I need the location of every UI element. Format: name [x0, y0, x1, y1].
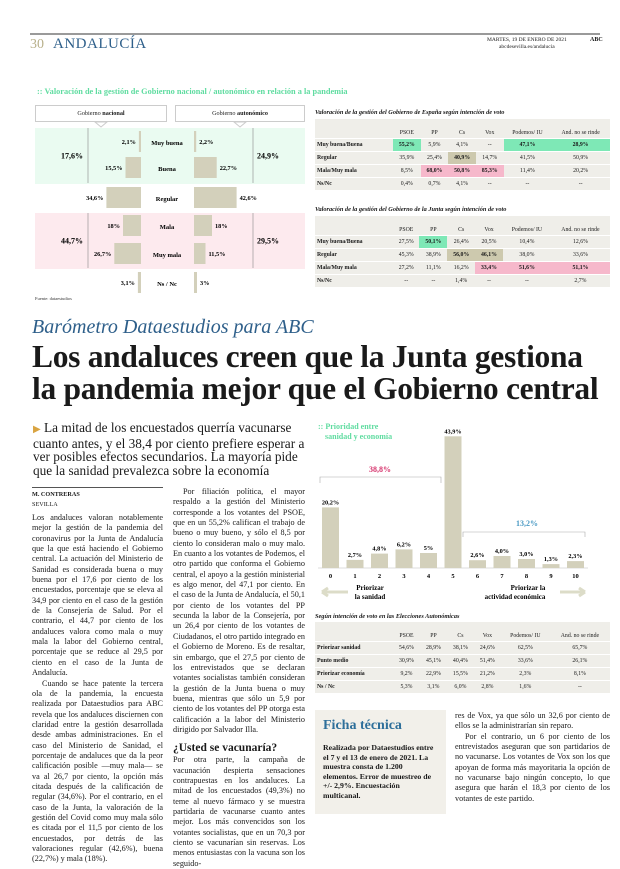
table-cell: 12,6%	[551, 236, 610, 248]
table-cell: 1,4%	[447, 275, 475, 287]
bar-nacional	[138, 272, 141, 293]
table-cell: 14,7%	[476, 152, 504, 164]
table-cell: 9,2%	[393, 668, 420, 680]
table-cell: 28,9%	[420, 642, 447, 654]
x-tick-label: 1	[353, 573, 357, 580]
triangle-bullet-icon: ▶	[33, 424, 41, 435]
table-cell: 24,6%	[474, 642, 501, 654]
table-cell: 1,6%	[501, 681, 550, 693]
bar-value-label: 4,0%	[494, 548, 510, 555]
row-label: Mala/Muy mala	[315, 165, 393, 177]
table-cell: 30,9%	[393, 655, 420, 667]
x-tick-label: 5	[451, 573, 455, 580]
table-cell: 26,1%	[550, 655, 610, 667]
table-cell: 40,4%	[447, 655, 474, 667]
table-cell: --	[551, 178, 610, 190]
arrow-left-icon	[322, 588, 348, 596]
column-header: PSOE	[393, 119, 421, 138]
header-autonomico-plain: Gobierno	[212, 110, 237, 117]
table-cell: 11,1%	[419, 262, 447, 274]
table-cell: 35,9%	[393, 152, 421, 164]
byline-divider	[32, 487, 163, 488]
table-row	[315, 249, 610, 261]
x-tick-label: 6	[475, 573, 480, 580]
lead	[33, 421, 308, 477]
table-cell: 62,5%	[501, 642, 550, 654]
table-cell: 5,9%	[421, 139, 449, 151]
bar-autonomico	[194, 272, 197, 293]
table-cell: 56,0%	[447, 249, 475, 261]
column-header: Cs	[447, 622, 474, 641]
column-3	[455, 711, 610, 804]
paragraph: Por otra parte, la campaña de vacunación despierta sensaciones contrapuestas en los andaluces. La mitad de los encuestados (49,3%) no teme al nuevo fármaco y se muestra partidaria de vacunarse cuanto antes mejor. Los más convencidos son los votantes socialistas, que en un 70,3 por ciento se vacunarían sin reservas. Los menos entusiastas con la vacuna son los seguido-	[173, 755, 305, 868]
bar	[322, 507, 339, 568]
priority-title-line-1: :: Prioridad entre	[318, 422, 379, 431]
bar	[469, 560, 486, 568]
column-header: PP	[420, 622, 447, 641]
table-header-row	[315, 119, 610, 138]
bar	[445, 436, 462, 568]
bar-autonomico	[194, 157, 217, 178]
table-cell: 8,5%	[393, 165, 421, 177]
table-cell: 85,3%	[476, 165, 504, 177]
headline-line-1: Los andaluces creen que la Junta gestiona	[32, 339, 583, 374]
column-header: Vox	[476, 119, 504, 138]
column-header: Podemos/ IU	[503, 216, 551, 235]
table-row	[315, 681, 610, 693]
table-cell: 5,3%	[393, 681, 420, 693]
table-cell: 16,2%	[447, 262, 475, 274]
table-cell: --	[550, 681, 610, 693]
column-2	[173, 487, 305, 869]
column-header	[315, 119, 393, 138]
table-cell: 47,1%	[504, 139, 552, 151]
pointer-nacional	[95, 122, 107, 127]
table-cell: 33,6%	[501, 655, 550, 667]
table-junta-title: Valoración de la gestión del Gobierno de la Junta según intención de voto	[315, 206, 507, 213]
axis-label-economia: Priorizar la	[510, 584, 546, 592]
bar-autonomico	[194, 131, 196, 152]
author: M. CONTRERAS	[32, 491, 80, 498]
bar	[518, 559, 535, 568]
table-cell: 27,5%	[393, 236, 419, 248]
table-cell: 4,1%	[448, 139, 476, 151]
table-cell: 20,5%	[475, 236, 503, 248]
value-label-nacional: 34,6%	[86, 195, 104, 202]
column-1	[32, 513, 163, 865]
bar	[347, 560, 364, 568]
table-cell: 21,2%	[474, 668, 501, 680]
table-row	[315, 655, 610, 667]
column-header: And. no se rinde	[551, 119, 610, 138]
table-cell: 11,4%	[504, 165, 552, 177]
row-label: Regular	[315, 249, 393, 261]
bar-value-label: 5%	[423, 545, 434, 552]
bar-value-label: 4,8%	[372, 545, 387, 553]
table-cell: 10,4%	[503, 236, 551, 248]
x-tick-label: 2	[377, 573, 382, 580]
ficha-tecnica-box	[315, 710, 446, 814]
subheading: ¿Usted se vacunaría?	[173, 742, 278, 755]
x-tick-label: 7	[500, 573, 504, 580]
value-label-nacional: 3,1%	[120, 280, 135, 287]
table-cell: 22,9%	[420, 668, 447, 680]
row-label: Mala/Muy mala	[315, 262, 393, 274]
paragraph: Por filiación política, el mayor respaldo a la gestión del Ministerio corresponde a los votantes del PSOE, que en un 55,2% califican el trabajo de bueno o muy bueno, y sólo el 8,5 por ciento lo consideran malo o muy malo. En cuanto a los votantes de Podemos, el otro partido que conforma el Gobierno central, el apoyo a la gestión ministerial es algo menor, del 47,1 por ciento. En el caso de la Junta de Andalucía, el 50,1 por ciento de los votantes del PP secunda la labor de la Consejería, por un 26,4 por ciento de los votantes de Ciudadanos, el otro partido integrado en el Gobierno de Moreno. Es de resaltar, sin embargo, que el 27,5 por ciento de los entrevistados que se declaran votantes socialistas también consideran la gestión de la Junta buena o muy buena, mientras que sólo un 5,9 por ciento de los votantes del PP otorga esta calificación a la labor del Ministerio dirigido por Salvador Illa.	[173, 487, 305, 734]
table-row	[315, 275, 610, 287]
table-row	[315, 165, 610, 177]
row-label: Priorizar sanidad	[315, 642, 393, 654]
row-label: Ns/Nc	[315, 178, 393, 190]
table-header-row	[315, 622, 610, 641]
value-label-autonomico: 2,2%	[199, 139, 214, 146]
table-cell: 51,6%	[503, 262, 551, 274]
gestion-chart	[0, 0, 320, 300]
bar	[494, 556, 511, 568]
paragraph: Por el contrario, un 6 por ciento de los entrevistados aseguran que son partidarios de no vacunarse. Los votantes de Vox son los que apoyan de forma más mayoritaria la opción de no vacunarse bajo ningún concepto, lo que asegura que harán el 18,3 por ciento de los votantes de este partido.	[455, 731, 610, 803]
table-cell: --	[476, 178, 504, 190]
category-label: Mala	[159, 224, 175, 231]
column-header: Cs	[448, 119, 476, 138]
bar-value-label: 20,2%	[321, 499, 340, 507]
table-cell: 65,7%	[550, 642, 610, 654]
website-link[interactable]: abcdesevilla.es/andalucia	[498, 44, 555, 50]
gestion-chart-title: :: Valoración de la gestión de Gobierno nacional / autonómico en relación a la pandemia	[37, 87, 348, 96]
table-cell: 28,9%	[551, 139, 610, 151]
table-cell: 50,9%	[551, 152, 610, 164]
table-cell: 46,1%	[475, 249, 503, 261]
bar-autonomico	[194, 187, 237, 208]
table-cell: 54,6%	[393, 642, 420, 654]
table-autonomicas	[315, 621, 610, 694]
priority-chart	[310, 415, 620, 610]
value-label-autonomico: 18%	[215, 223, 228, 230]
category-label: Muy buena	[151, 140, 183, 147]
total-autonomico: 24,9%	[257, 151, 279, 161]
data-table	[315, 215, 610, 288]
bar-autonomico	[194, 243, 206, 264]
table-cell: 20,2%	[551, 165, 610, 177]
lead-text: La mitad de los encuestados querría vacunarse cuanto antes, y el 38,4 por ciento prefiere esperar a ver posibles efectos secundarios. La mayoría pide que la sanidad prevalezca sobre la economía	[33, 420, 305, 478]
table-cell: 40,9%	[448, 152, 476, 164]
axis-label-sanidad: la sanidad	[354, 593, 386, 601]
table-autonomicas-title: Según intención de voto en las Elecciones Autonómicas	[315, 613, 460, 620]
column-header: Podemos/ IU	[504, 119, 552, 138]
bar-value-label: 2,6%	[470, 552, 485, 560]
table-row	[315, 642, 610, 654]
table-cell: 27,2%	[393, 262, 419, 274]
paragraph: Los andaluces valoran notablemente mejor la gestión de la pandemia del coronavirus por la Junta de Andalucía que la que está haciendo el Gobierno central. La actuación del Ministerio de Sanidad es considerada buena o muy buena por el 17,6 por ciento de los encuestados, porcentaje que se eleva al 34,9 por ciento en el caso de la gestión de la Consejería de Salud. Por el contrario, el 44,7 por ciento de los andaluces valora como mala o muy mala la labor del Gobierno central, porcentaje que se reduce al 29,5 por ciento en el caso de la Junta de Andalucía.	[32, 513, 163, 678]
bracket-sanidad	[320, 477, 441, 483]
column-header	[315, 216, 393, 235]
table-cell: 0,4%	[393, 178, 421, 190]
table-cell: 55,2%	[393, 139, 421, 151]
column-header: And. no se rinde	[551, 216, 610, 235]
date: MARTES, 19 DE ENERO DE 2021	[487, 37, 567, 43]
table-cell: 6,0%	[447, 681, 474, 693]
table-cell: 33,4%	[475, 262, 503, 274]
table-cell: 33,6%	[551, 249, 610, 261]
table-row	[315, 236, 610, 248]
table-cell: --	[393, 275, 419, 287]
table-header-row	[315, 216, 610, 235]
bar-value-label: 3,0%	[519, 551, 534, 558]
bar-value-label: 6,2%	[396, 541, 412, 549]
bar-nacional	[126, 157, 142, 178]
total-economia: 13,2%	[516, 519, 538, 528]
table-cell: 51,4%	[474, 655, 501, 667]
table-cell: 15,5%	[447, 668, 474, 680]
column-header: And. no se rinde	[550, 622, 610, 641]
value-label-autonomico: 3%	[200, 280, 210, 287]
table-cell: 2,7%	[551, 275, 610, 287]
table-row	[315, 178, 610, 190]
bar	[396, 549, 413, 568]
table-cell: 50,1%	[419, 236, 447, 248]
x-tick-label: 0	[328, 573, 333, 580]
kicker: Barómetro Dataestudios para ABC	[32, 316, 314, 338]
table-cell: 26,4%	[447, 236, 475, 248]
row-label: Ns / Nc	[315, 681, 393, 693]
column-header: PSOE	[393, 622, 420, 641]
row-label: Punto medio	[315, 655, 393, 667]
bar-value-label: 2,3%	[568, 553, 583, 561]
row-label: Priorizar economía	[315, 668, 393, 680]
column-header: PP	[421, 119, 449, 138]
bar-value-label: 1,3%	[543, 556, 559, 564]
x-tick-label: 9	[549, 573, 553, 580]
total-autonomico: 29,5%	[257, 236, 279, 246]
data-table	[315, 118, 610, 191]
table-junta	[315, 215, 610, 288]
table-cell: 2,3%	[501, 668, 550, 680]
table-cell: 0,7%	[421, 178, 449, 190]
brand-logo: ABC	[590, 37, 603, 43]
table-cell: 68,0%	[421, 165, 449, 177]
bar-value-label: 2,7%	[347, 551, 363, 559]
ficha-title: Ficha técnica	[323, 718, 402, 733]
data-table	[315, 621, 610, 694]
column-header: Podemos/ IU	[501, 622, 550, 641]
paragraph: res de Vox, ya que sólo un 32,6 por ciento de ellos se la administrarían sin reparo.	[455, 711, 610, 731]
value-label-autonomico: 42,6%	[239, 195, 257, 202]
table-row	[315, 262, 610, 274]
header-nacional-bold: nacional	[102, 110, 125, 117]
table-cell: 45,3%	[393, 249, 419, 261]
table-cell: 8,1%	[550, 668, 610, 680]
column-header: Vox	[475, 216, 503, 235]
value-label-nacional: 2,1%	[121, 139, 136, 146]
column-header: PSOE	[393, 216, 419, 235]
axis-label-economia: actividad económica	[484, 593, 546, 601]
chart-source: Fuente: dataestudios	[35, 296, 72, 301]
value-label-autonomico: 11,5%	[208, 251, 226, 258]
category-label: Regular	[155, 196, 179, 203]
row-label: Regular	[315, 152, 393, 164]
column-header: PP	[419, 216, 447, 235]
table-row	[315, 668, 610, 680]
table-cell: --	[475, 275, 503, 287]
category-label: Buena	[158, 166, 176, 173]
dateline-city: SEVILLA	[32, 501, 58, 508]
section-title: ANDALUCÍA	[53, 36, 147, 52]
bar-nacional	[123, 215, 141, 236]
table-espana	[315, 118, 610, 191]
bar-nacional	[114, 243, 141, 264]
arrow-right-icon	[560, 588, 585, 596]
table-cell: 41,5%	[504, 152, 552, 164]
total-nacional: 44,7%	[61, 236, 83, 246]
category-label: Ns / Nc	[157, 281, 177, 288]
table-cell: 38,0%	[503, 249, 551, 261]
column-header: Cs	[447, 216, 475, 235]
row-label: Muy buena/Buena	[315, 236, 393, 248]
x-tick-label: 3	[402, 573, 406, 580]
table-cell: --	[503, 275, 551, 287]
value-label-autonomico: 22,7%	[219, 165, 238, 172]
axis-label-sanidad: Priorizar	[356, 584, 384, 592]
bar-value-label: 43,9%	[444, 428, 462, 436]
category-label: Muy mala	[152, 252, 182, 259]
column-header: Vox	[474, 622, 501, 641]
table-cell: 38,9%	[419, 249, 447, 261]
table-row	[315, 152, 610, 164]
value-label-nacional: 18%	[107, 223, 120, 230]
dateline	[487, 37, 567, 51]
bar	[543, 564, 560, 568]
bar-nacional	[106, 187, 141, 208]
table-espana-title: Valoración de la gestión del Gobierno de España según intención de voto	[315, 109, 505, 116]
pointer-autonomico	[234, 122, 246, 127]
table-cell: --	[476, 139, 504, 151]
x-tick-label: 8	[524, 573, 529, 580]
bar	[420, 553, 437, 568]
value-label-nacional: 15,5%	[105, 165, 123, 172]
page-number: 30	[30, 37, 44, 52]
x-tick-label: 4	[426, 573, 431, 580]
headline	[32, 341, 598, 405]
bar	[567, 561, 584, 568]
priority-title-line-2: sanidad y economía	[325, 432, 393, 441]
row-label: Ns/Nc	[315, 275, 393, 287]
table-cell: 2,8%	[474, 681, 501, 693]
table-cell: 3,1%	[420, 681, 447, 693]
bar	[371, 554, 388, 568]
table-cell: --	[419, 275, 447, 287]
headline-line-2: la pandemia mejor que el Gobierno central	[32, 371, 599, 406]
row-label: Muy buena/Buena	[315, 139, 393, 151]
bracket-economia	[463, 532, 585, 537]
table-cell: 4,1%	[448, 178, 476, 190]
table-row	[315, 139, 610, 151]
header-autonomico-bold: autonómico	[236, 110, 268, 117]
table-cell: 51,1%	[551, 262, 610, 274]
table-cell: --	[504, 178, 552, 190]
bar-autonomico	[194, 215, 212, 236]
total-sanidad: 38,8%	[369, 465, 391, 474]
table-cell: 25,4%	[421, 152, 449, 164]
ficha-text: Realizada por Dataestudios entre el 7 y el 13 de enero de 2021. La muestra consta de 1.200 elementos. Error de muestreo de +/- 2,9%. Encuestación multicanal.	[323, 743, 434, 800]
table-cell: 50,8%	[448, 165, 476, 177]
header-nacional-plain: Gobierno	[77, 110, 103, 117]
value-label-nacional: 26,7%	[93, 251, 112, 258]
x-tick-label: 10	[572, 573, 579, 580]
table-cell: 38,1%	[447, 642, 474, 654]
table-cell: 45,1%	[420, 655, 447, 667]
column-header	[315, 622, 393, 641]
total-nacional: 17,6%	[61, 151, 83, 161]
bar-nacional	[139, 131, 141, 152]
paragraph: Cuando se hace patente la tercera ola de la pandemia, la encuesta realizada por Dataestudios para ABC revela que los andaluces disciernen con claridad entre la gestión desarrollada desde ambas administraciones. En el caso del Ministerio de Sanidad, el porcentaje de andaluces que da la peor calificación posible —muy mala— se va al 26,7 por ciento, la opción más citada después de la calificación de regular (34,6%). Por el contrario, en el caso de la Junta, la valoración de la gestión del Covid como muy mala sólo es citada por el 11,5 por ciento de los encuestados, por detrás de las valoraciones regular (42,6%), buena (22,7%) y mala (18%).	[32, 678, 163, 864]
